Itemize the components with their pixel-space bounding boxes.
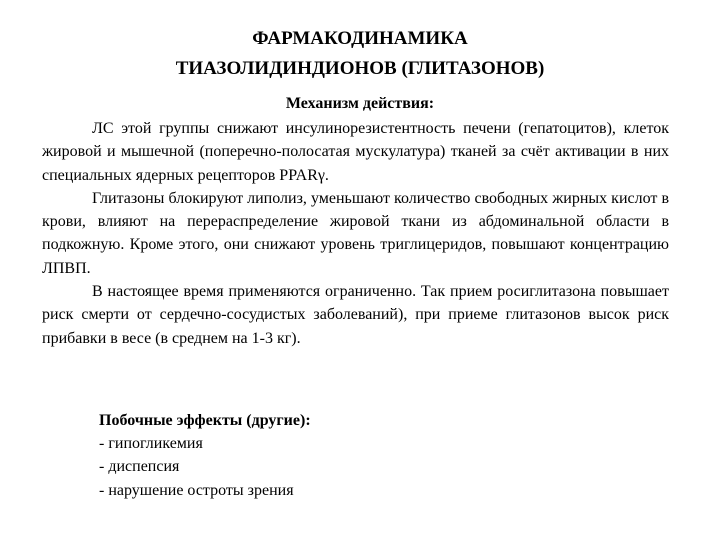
slide-title [0,24,720,84]
side-effect-item: - диспепсия [99,458,180,476]
mechanism-paragraph-3: В настоящее время применяются ограниченно. Так прием росиглитазона повышает риск смерти от сердечно-сосудистых заболеваний), при приеме глитазонов высок риск прибавки в весе (в среднем на 1-3 кг). [42,283,669,347]
side-effects-heading: Побочные эффекты (другие): [99,412,311,429]
mechanism-paragraph-1: ЛС этой группы снижают инсулинорезистентность печени (гепатоцитов), клеток жировой и мышечной (поперечно-полосатая мускулатура) тканей за счёт активации в них специальных ядерных рецепторов PPARγ. [42,120,669,184]
mechanism-body [42,117,669,350]
slide-title-line-2: ТИАЗОЛИДИНДИОНОВ (ГЛИТАЗОНОВ) [175,58,545,79]
mechanism-paragraph-2: Глитазоны блокируют липолиз, уменьшают количество свободных жирных кислот в крови, влияют на перераспределение жировой ткани из абдоминальной области в подкожную. Кроме этого, они снижают уровень триглицеридов, повышают концентрацию ЛПВП. [42,189,669,277]
mechanism-heading: Механизм действия: [285,95,435,112]
side-effects-list [99,432,294,502]
side-effect-item: - нарушение остроты зрения [99,481,294,499]
slide-title-line-1: ФАРМАКОДИНАМИКА [252,28,468,49]
side-effect-item: - гипогликемия [99,435,203,452]
